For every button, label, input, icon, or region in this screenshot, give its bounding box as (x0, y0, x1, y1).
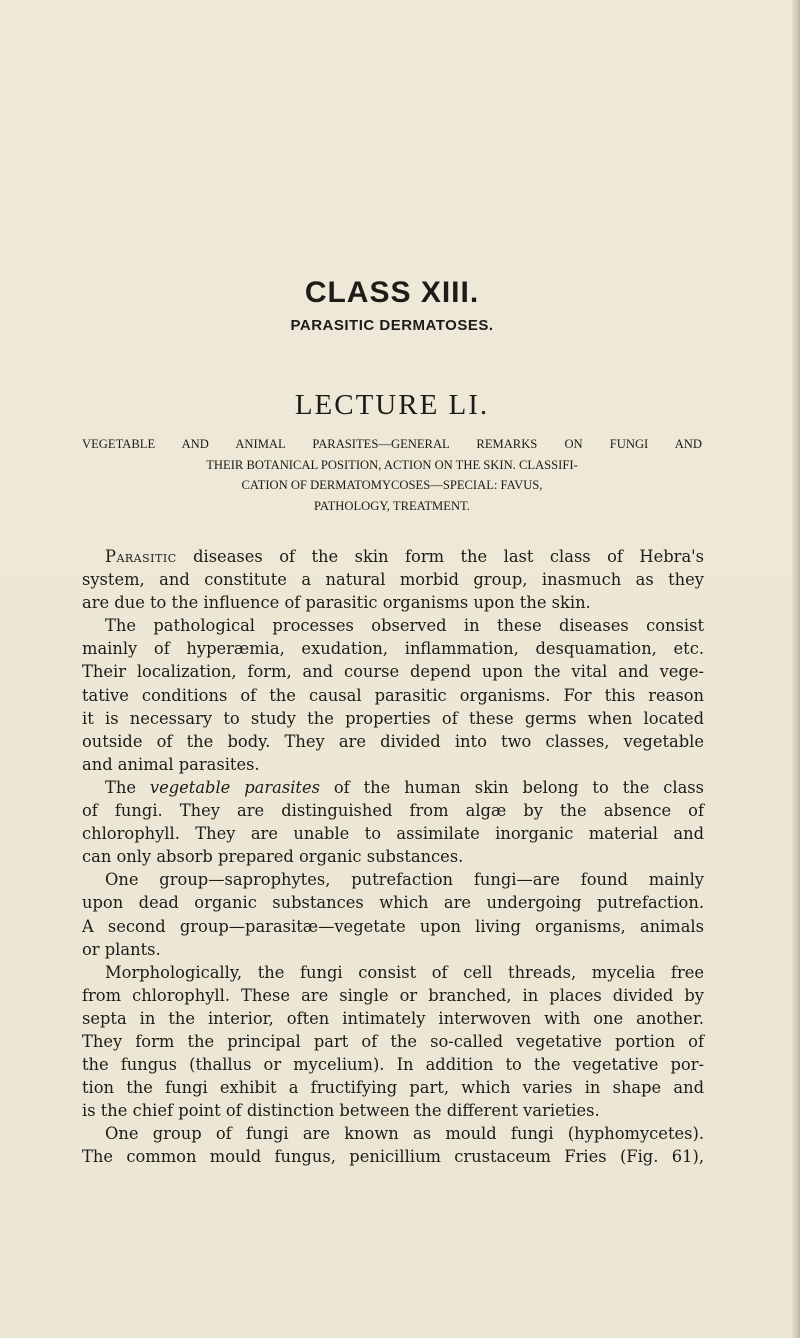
text-line: The common mould fungus, penicillium crustaceum Fries (Fig. 61), (82, 1147, 704, 1167)
lecture-summary (82, 434, 702, 516)
text-line: mainly of hyperæmia, exudation, inflammation, desquamation, etc. (82, 639, 704, 659)
summary-line: THEIR BOTANICAL POSITION, ACTION ON THE SKIN. CLASSIFI- (206, 457, 578, 472)
text-line: tative conditions of the causal parasitic organisms. For this reason (82, 685, 704, 705)
text-line: is the chief point of distinction between the different varieties. (82, 1101, 600, 1121)
body-text (82, 545, 704, 1169)
text-line: the fungus (thallus or mycelium). In addition to the vegetative por- (82, 1055, 704, 1075)
text-line: outside of the body. They are divided into two classes, vegetable (82, 731, 704, 751)
text-line: system, and constitute a natural morbid group, inasmuch as they (82, 570, 704, 590)
text-line: Their localization, form, and course depend upon the vital and vege- (82, 662, 704, 682)
text-line: and animal parasites. (82, 754, 260, 774)
text-line: upon dead organic substances which are undergoing putrefaction. (82, 893, 704, 913)
text-line: tion the fungi exhibit a fructifying part, which varies in shape and (82, 1078, 704, 1098)
text-line: can only absorb prepared organic substances. (82, 847, 464, 867)
paragraph-lead: Parasitic (105, 547, 177, 566)
lecture-title: LECTURE LI. (294, 389, 490, 421)
summary-line: VEGETABLE AND ANIMAL PARASITES—GENERAL REMARKS ON FUNGI AND (82, 437, 702, 451)
text-line: from chlorophyll. These are single or branched, in places divided by (82, 985, 704, 1005)
text-line: They form the principal part of the so-called vegetative portion of (82, 1031, 704, 1051)
page-edge (792, 0, 800, 1338)
text-line: of fungi. They are distinguished from algæ by the absence of (82, 801, 704, 821)
text-line: One group—saprophytes, putrefaction fungi—are found mainly (105, 870, 704, 890)
text-line: A second group—parasitæ—vegetate upon living organisms, animals (82, 916, 704, 936)
text-line: it is necessary to study the properties of these germs when located (82, 708, 704, 728)
text-line: The vegetable parasites of the human skin belong to the class (105, 777, 705, 797)
text-line: The pathological processes observed in these diseases consist (105, 616, 704, 636)
text-line: One group of fungi are known as mould fungi (hyphomycetes). (105, 1124, 704, 1144)
text-line: Parasitic diseases of the skin form the last class of Hebra's (105, 547, 704, 566)
text-line: Morphologically, the fungi consist of cell threads, mycelia free (105, 962, 704, 982)
text-line: septa in the interior, often intimately interwoven with one another. (82, 1008, 704, 1028)
class-title: CLASS XIII. (304, 276, 480, 309)
text-line: chlorophyll. They are unable to assimilate inorganic material and (82, 824, 704, 844)
summary-line: CATION OF DERMATOMYCOSES—SPECIAL: FAVUS, (241, 478, 543, 492)
class-subtitle: PARASITIC DERMATOSES. (290, 317, 494, 334)
summary-line: PATHOLOGY, TREATMENT. (314, 498, 470, 513)
emphasis: vegetable parasites (149, 777, 320, 797)
text-line: are due to the influence of parasitic organisms upon the skin. (82, 593, 591, 613)
text-line: or plants. (82, 939, 161, 959)
